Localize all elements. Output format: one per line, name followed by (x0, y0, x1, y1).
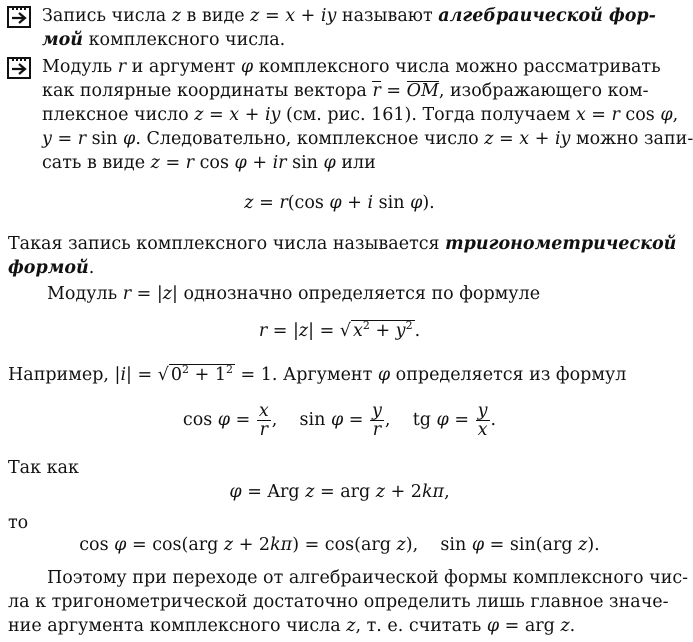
text-line: Такая запись комплексного числа называется тригонометрической (8, 234, 677, 254)
text-line: Например, |i| = √ $0^2 + 1^2 = 1$. Аргумент φ определяется из формул (8, 363, 627, 385)
text-line: формой. (8, 258, 95, 278)
formula-arg: φ = Arg z = arg z + 2kπ, (229, 482, 450, 502)
text-line: Модуль r и аргумент φ комплексного числа можно рассматривать (42, 57, 661, 77)
text-line: Запись числа z в виде z = x + iy называют алгебраической фор- (42, 6, 656, 26)
key-point-icon (7, 55, 34, 80)
text-line: Так как (8, 458, 79, 478)
text-line: мой комплексного числа. (42, 30, 286, 50)
text-line: Поэтому при переходе от алгебраической формы комплексного чис- (47, 568, 689, 588)
text-line: плексное число z = x + iy (см. рис. 161). Тогда получаем x = r cos φ, (42, 105, 679, 125)
formula-trig-form: z = r(cos φ + i sin φ). (244, 193, 435, 213)
text-line: ние аргумента комплексного числа z, т. е. считать φ = arg z. (8, 616, 576, 636)
text-line: то (8, 513, 29, 533)
text-line: сать в виде z = r cos φ + ir sin φ или (42, 153, 376, 173)
text-line: y = r sin φ. Следовательно, комплексное число z = x + iy можно запи- (42, 129, 693, 149)
text-line: ла к тригонометрической достаточно определить лишь главное значе- (8, 592, 669, 612)
formula-cos-sin-tg: cos φ = $\frac{x}{r}$ , sin φ = $\frac{y}{r}$ , tg φ = $\frac{y}{x}$ . (182, 401, 497, 440)
text-line: как полярные координаты вектора r = OM, изображающего ком- (42, 81, 649, 101)
text-line: Модуль r = |z| однозначно определяется по формуле (47, 284, 541, 304)
formula-modulus: r = |z| = √ $x^2 + y^2$ . (258, 319, 421, 341)
formula-cos-arg: cos φ = cos(arg z + 2kπ) = cos(arg z), sin φ = sin(arg z). (79, 535, 600, 555)
key-point-icon (7, 4, 34, 29)
